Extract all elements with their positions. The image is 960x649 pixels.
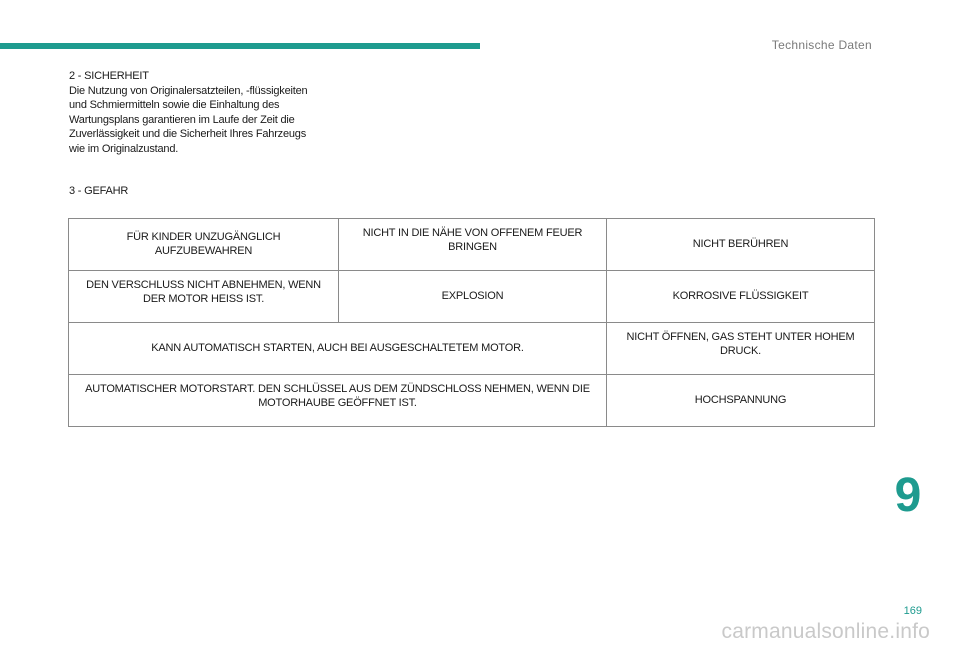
page-number: 169 bbox=[903, 605, 922, 617]
safety-line-5: wie im Originalzustand. bbox=[69, 142, 179, 155]
section-title: Technische Daten bbox=[771, 38, 872, 52]
table-cell: FÜR KINDER UNZUGÄNGLICH AUFZUBEWAHREN bbox=[69, 219, 339, 271]
danger-heading: 3 - GEFAHR bbox=[69, 185, 129, 197]
table-cell: KANN AUTOMATISCH STARTEN, AUCH BEI AUSGESCHALTETEM MOTOR. bbox=[69, 323, 607, 375]
table-cell: HOCHSPANNUNG bbox=[607, 375, 875, 427]
table-cell: NICHT BERÜHREN bbox=[607, 219, 875, 271]
table-cell: NICHT ÖFFNEN, GAS STEHT UNTER HOHEM DRUCK. bbox=[607, 323, 875, 375]
safety-line-2: und Schmiermitteln sowie die Einhaltung des bbox=[69, 99, 280, 112]
safety-intro bbox=[69, 69, 339, 157]
table-row bbox=[69, 271, 875, 323]
chapter-number: 9 bbox=[894, 469, 922, 522]
header-accent-bar bbox=[0, 43, 480, 49]
safety-line-3: Wartungsplans garantieren im Laufe der Zeit die bbox=[69, 113, 295, 126]
safety-line-1: Die Nutzung von Originalersatzteilen, -flüssigkeiten bbox=[69, 84, 308, 97]
table-cell: KORROSIVE FLÜSSIGKEIT bbox=[607, 271, 875, 323]
safety-line-4: Zuverlässigkeit und die Sicherheit Ihres Fahrzeugs bbox=[69, 128, 307, 141]
table-row bbox=[69, 375, 875, 427]
table-cell: NICHT IN DIE NÄHE VON OFFENEM FEUER BRINGEN bbox=[339, 219, 607, 271]
table-cell: AUTOMATISCHER MOTORSTART. DEN SCHLÜSSEL AUS DEM ZÜNDSCHLOSS NEHMEN, WENN DIE MOTORHAUBE GEÖFFNET IST. bbox=[69, 375, 607, 427]
watermark-text: carmanualsonline.info bbox=[721, 620, 930, 643]
safety-heading: 2 - SICHERHEIT bbox=[69, 70, 149, 82]
table-row bbox=[69, 219, 875, 271]
table-cell: EXPLOSION bbox=[339, 271, 607, 323]
warning-table bbox=[68, 218, 875, 427]
table-row bbox=[69, 323, 875, 375]
table-cell: DEN VERSCHLUSS NICHT ABNEHMEN, WENN DER MOTOR HEISS IST. bbox=[69, 271, 339, 323]
